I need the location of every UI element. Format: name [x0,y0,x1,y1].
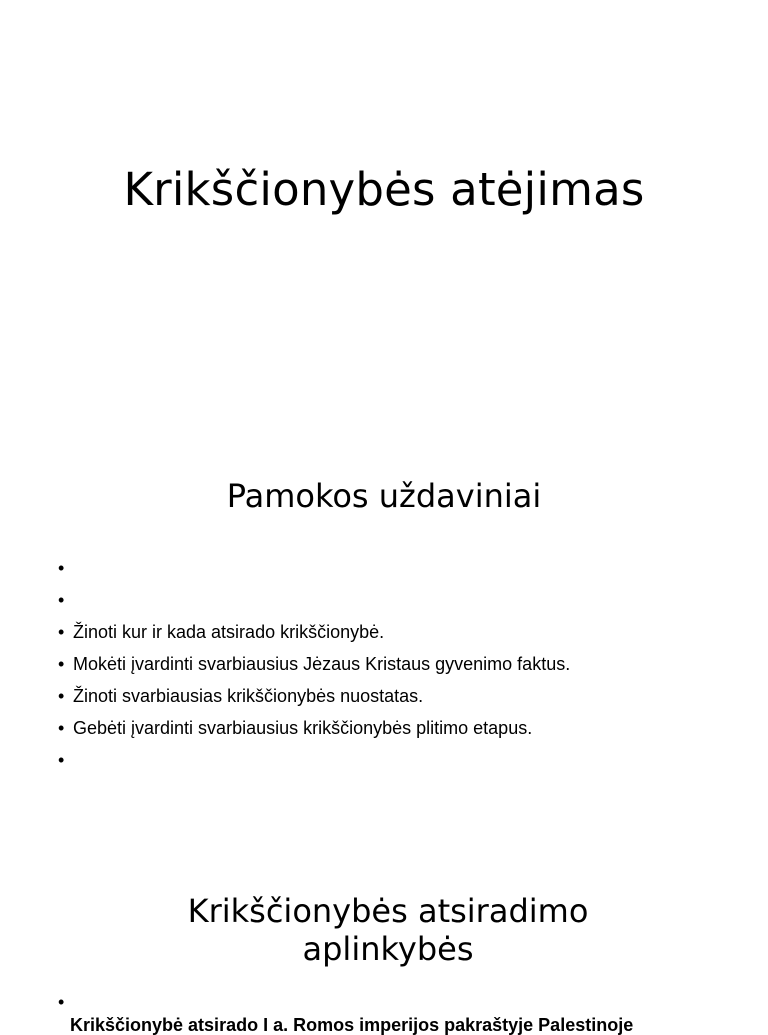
list-item-text: Žinoti kur ir kada atsirado krikščionybė. [73,622,385,642]
list-item-text: Žinoti svarbiausias krikščionybės nuostatas. [73,686,424,706]
bullet-icon: • [58,686,65,706]
title-line: aplinkybės [302,930,474,968]
bullet-icon: • [58,654,65,674]
bullet-icon: • [58,622,65,642]
title-atsiradimo-aplinkybes [4,892,768,968]
list-item [58,744,570,776]
list-item [58,680,570,712]
title-line: Krikščionybės atsiradimo [187,892,589,930]
lesson-objectives-list [58,552,570,776]
bullet-icon: • [58,992,65,1012]
circumstances-list [58,986,73,1018]
cut-off-text: Krikščionybė atsirado I a. Romos imperijos pakraštyje Palestinoje [70,1015,634,1035]
bullet-icon: • [58,558,65,578]
list-item [58,986,73,1018]
list-item [58,648,570,680]
list-item [58,616,570,648]
title-pamokos-uzdaviniai: Pamokos uždaviniai [226,477,542,515]
list-item [58,552,570,584]
list-item [58,584,570,616]
list-item-text: Gebėti įvardinti svarbiausius krikščionybės plitimo etapus. [73,718,533,738]
title-krikscionybes-atejimas: Krikščionybės atėjimas [123,163,645,216]
list-item [58,712,570,744]
bullet-icon: • [58,590,65,610]
bullet-icon: • [58,750,65,770]
list-item-text: Mokėti įvardinti svarbiausius Jėzaus Kristaus gyvenimo faktus. [73,654,571,674]
bullet-icon: • [58,718,65,738]
